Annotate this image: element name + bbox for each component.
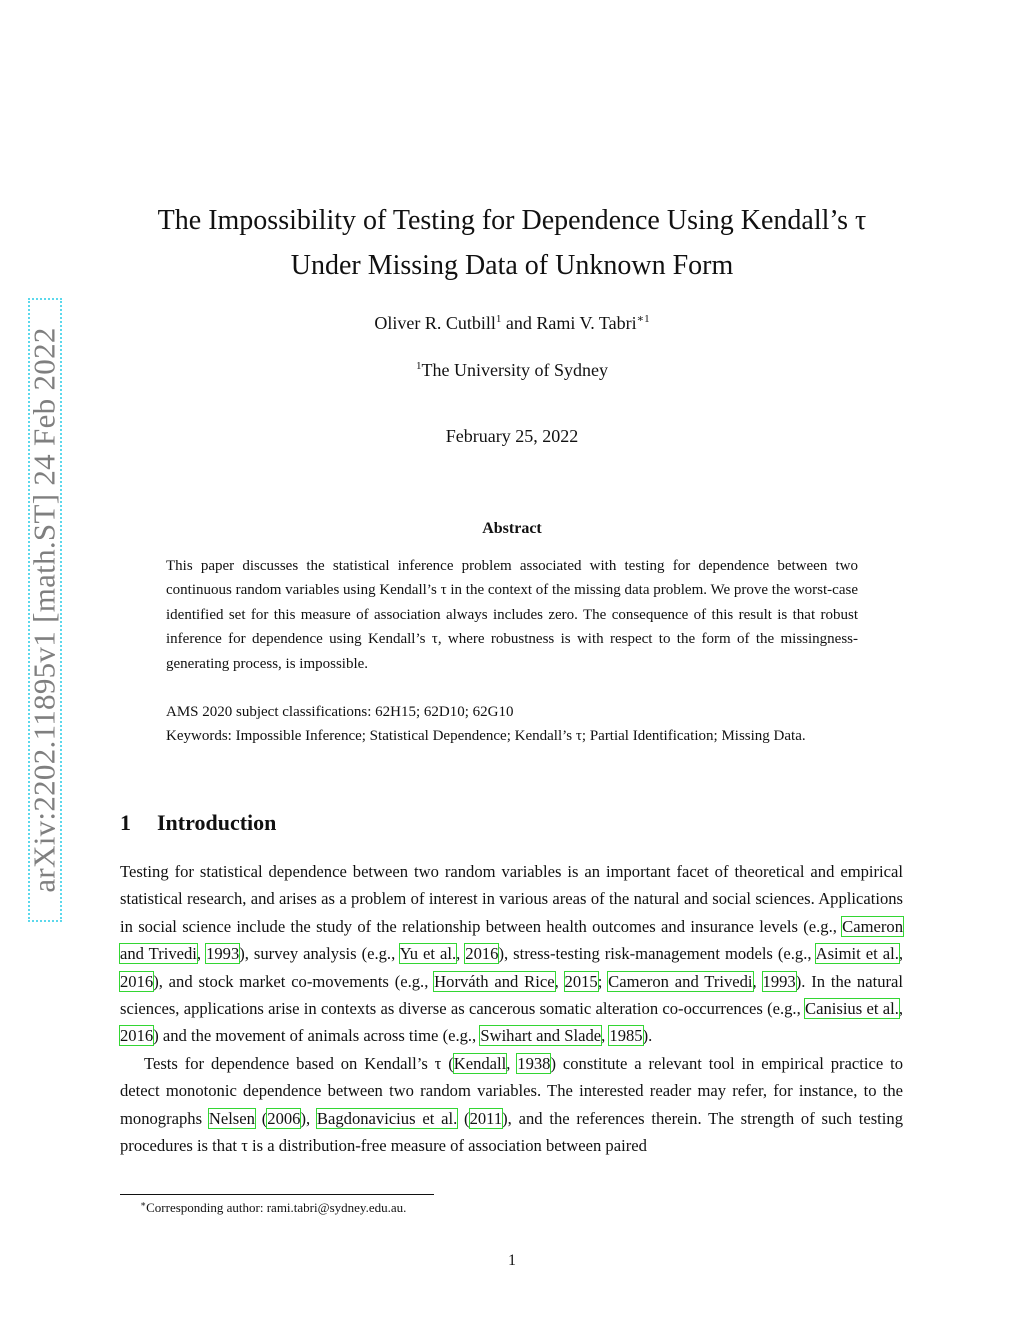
citation-year-link[interactable]: 2016 bbox=[120, 971, 154, 991]
text-run: , bbox=[898, 944, 904, 964]
text-run: ( bbox=[457, 1108, 470, 1128]
text-run: ), and stock market co-movements (e.g., bbox=[153, 971, 435, 991]
author-joiner: and bbox=[505, 313, 532, 333]
citation-year-link[interactable]: 2006 bbox=[267, 1108, 301, 1128]
text-run: ), survey analysis (e.g., bbox=[239, 944, 400, 964]
author-1-mark: 1 bbox=[495, 313, 502, 325]
text-run: ). In the natural sciences, applications arise in contexts as diverse as cancerous somatic alteration co-occurrences (e.g., bbox=[120, 971, 904, 1019]
author-2: Rami V. Tabri bbox=[536, 313, 637, 333]
citation-link[interactable]: Cameron and Trivedi bbox=[120, 916, 903, 964]
citation-link[interactable]: Kendall bbox=[453, 1053, 507, 1073]
affiliation-name: The University of Sydney bbox=[421, 360, 608, 380]
affiliation bbox=[0, 360, 1024, 381]
text-run: ; bbox=[597, 971, 609, 991]
text-run: ), and the references therein. The strength of such testing procedures is that τ is a distribution-free measure of association between paired bbox=[120, 1108, 903, 1156]
intro-paragraph-1 bbox=[120, 858, 903, 1050]
text-run: , bbox=[506, 1053, 518, 1073]
text-run: ) constitute a relevant tool in empirical practice to detect monotonic dependence between two random variables. The interested reader may refer, for instance, to the monographs bbox=[120, 1053, 904, 1128]
text-run: , bbox=[456, 944, 466, 964]
introduction-body bbox=[120, 858, 903, 1159]
text-run: ). bbox=[642, 1026, 653, 1046]
citation-link[interactable]: Canisius et al. bbox=[805, 999, 899, 1019]
citation-link[interactable]: Yu et al. bbox=[399, 944, 457, 964]
arxiv-identifier: arXiv:2202.11895v1 [math.ST] 24 Feb 2022 bbox=[27, 327, 63, 893]
text-run: Testing for statistical dependence between two random variables is an important facet of theoretical and empirical statistical research, and arises as a problem of interest in various areas of the natural and social sciences. Applications in social science include the study of the relationship between health outcomes and insurance levels (e.g., bbox=[120, 862, 903, 936]
citation-year-link[interactable]: 1993 bbox=[206, 944, 240, 964]
intro-paragraph-2 bbox=[120, 1050, 903, 1160]
author-list bbox=[0, 313, 1024, 334]
citation-link[interactable]: Bagdonavicius et al. bbox=[316, 1108, 458, 1128]
text-run: , bbox=[554, 971, 565, 991]
abstract-body bbox=[166, 554, 858, 749]
text-run: ), bbox=[300, 1108, 317, 1128]
section-title: Introduction bbox=[157, 810, 277, 835]
citation-link[interactable]: Nelsen bbox=[208, 1108, 255, 1128]
author-1: Oliver R. Cutbill bbox=[374, 313, 496, 333]
footnote-text: Corresponding author: rami.tabri@sydney.edu.au. bbox=[146, 1200, 407, 1215]
page-number: 1 bbox=[508, 1252, 516, 1269]
section-number: 1 bbox=[120, 810, 131, 835]
text-run: , bbox=[752, 971, 763, 991]
citation-year-link[interactable]: 1938 bbox=[517, 1053, 551, 1073]
abstract-heading: Abstract bbox=[482, 520, 542, 537]
ams-classifications: AMS 2020 subject classifications: 62H15; 62D10; 62G10 bbox=[166, 704, 514, 721]
footnote bbox=[140, 1200, 406, 1216]
section-heading bbox=[120, 810, 276, 836]
text-run: ), stress-testing risk-management models (e.g., bbox=[498, 944, 816, 964]
text-run: , bbox=[898, 999, 903, 1019]
keywords: Keywords: Impossible Inference; Statistical Dependence; Kendall’s τ; Partial Identification; Missing Data. bbox=[166, 728, 806, 745]
citation-link[interactable]: Horváth and Rice bbox=[434, 971, 555, 991]
affiliation-mark: 1 bbox=[416, 360, 422, 372]
title-line-2: Under Missing Data of Unknown Form bbox=[290, 250, 734, 281]
citation-link[interactable]: Swihart and Slade bbox=[480, 1026, 602, 1046]
citation-year-link[interactable]: 1985 bbox=[609, 1026, 643, 1046]
text-run: ) and the movement of animals across time (e.g., bbox=[153, 1026, 481, 1046]
paper-title bbox=[0, 198, 1024, 288]
citation-year-link[interactable]: 2011 bbox=[469, 1108, 503, 1128]
footnote-rule bbox=[120, 1194, 434, 1195]
text-run: , bbox=[601, 1026, 610, 1046]
title-line-1: The Impossibility of Testing for Dependence Using Kendall’s τ bbox=[157, 205, 867, 236]
text-run: , bbox=[196, 944, 207, 964]
citation-year-link[interactable]: 2015 bbox=[564, 971, 598, 991]
citation-year-link[interactable]: 1993 bbox=[762, 971, 796, 991]
citation-link[interactable]: Cameron and Trivedi bbox=[608, 971, 753, 991]
arxiv-stamp[interactable] bbox=[28, 298, 62, 922]
citation-year-link[interactable]: 2016 bbox=[120, 1026, 154, 1046]
abstract-text: This paper discusses the statistical inference problem associated with testing for dependence between two continuous random variables using Kendall’s τ in the context of the missing data problem. We prove the worst-case identified set for this measure of association always includes zero. The consequence of this result is that robust inference for dependence using Kendall’s τ, where robustness is with respect to the form of the missingness-generating process, is impossible. bbox=[166, 558, 858, 672]
citation-year-link[interactable]: 2016 bbox=[465, 944, 499, 964]
text-run: ( bbox=[254, 1108, 268, 1128]
author-2-mark: ∗1 bbox=[636, 313, 650, 325]
citation-link[interactable]: Asimit et al. bbox=[815, 944, 899, 964]
paper-date: February 25, 2022 bbox=[445, 426, 579, 446]
footnote-mark: ∗ bbox=[140, 1199, 147, 1209]
text-run: Tests for dependence based on Kendall’s τ ( bbox=[144, 1053, 454, 1073]
